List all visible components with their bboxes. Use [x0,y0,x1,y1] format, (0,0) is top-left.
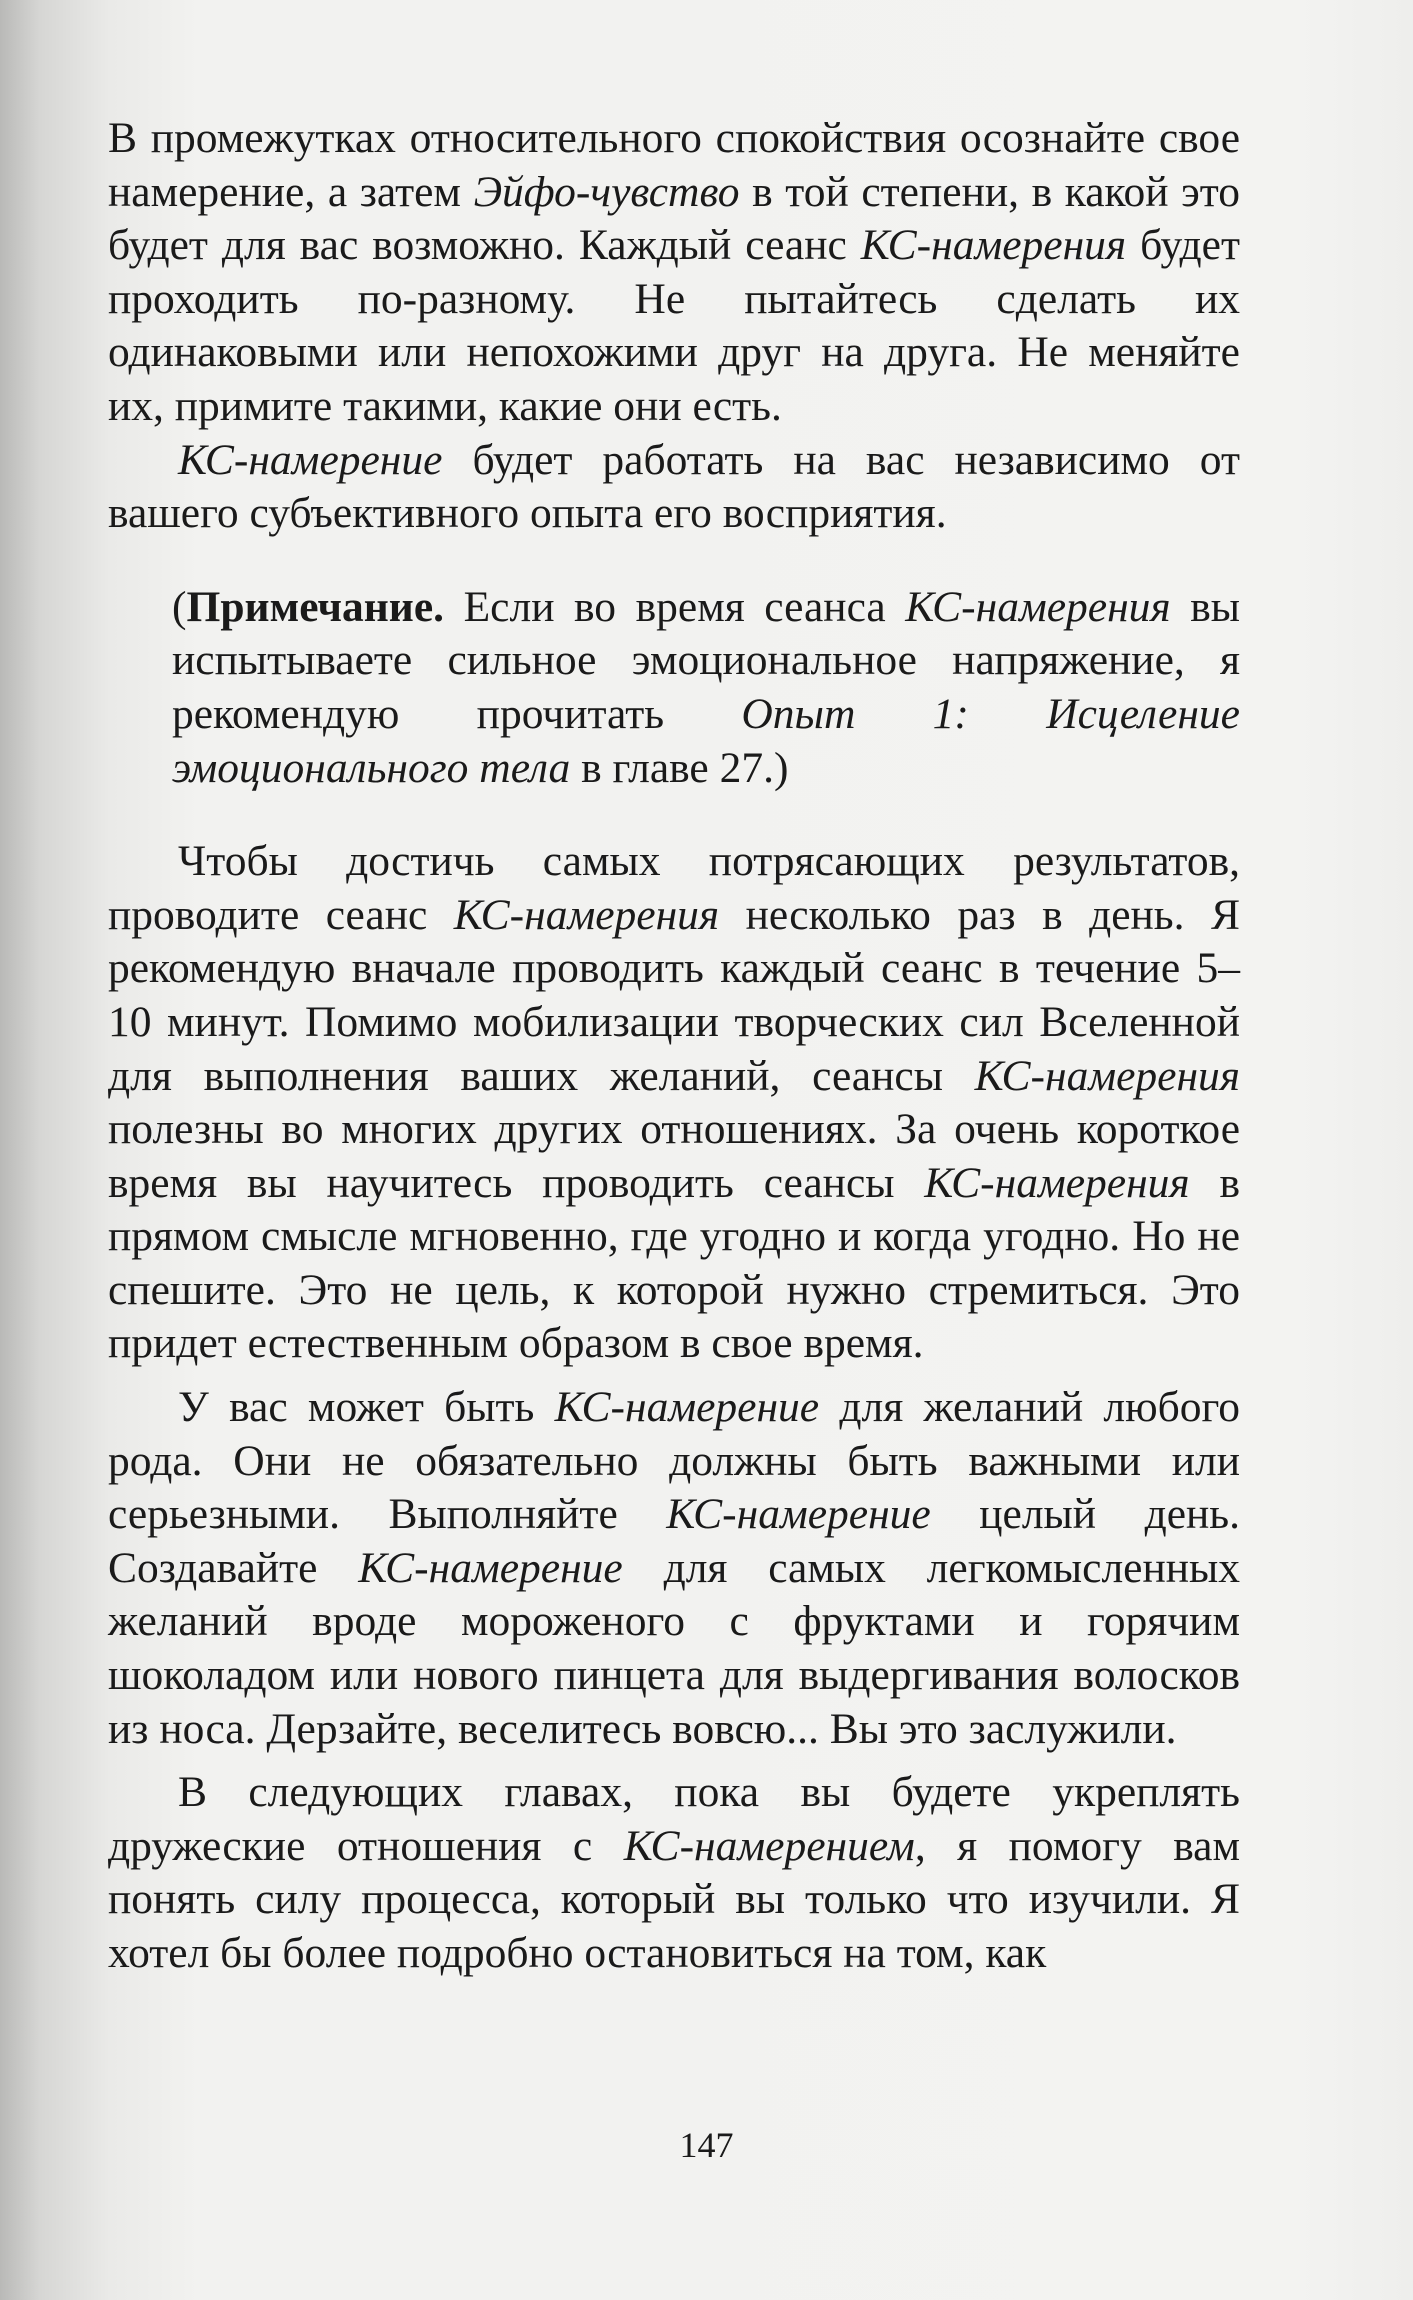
text-run: , я помогу вам понять силу процесса, который вы только что изучили. Я хотел бы более подробно остановиться на том, как [108,1821,1240,1977]
paragraph-2 [108,434,1240,541]
paragraph-5 [108,1766,1240,1980]
italic-term: КС-намерение [554,1383,820,1432]
italic-term: КС-намерение [666,1490,931,1539]
text-run: ( [172,582,187,631]
italic-term: КС-намерения [860,221,1127,270]
italic-term: КС-намерение [178,435,443,484]
text-run: в главе 27.) [570,743,789,792]
text-run: для самых легкомысленных желаний вроде мороженого с фруктами и горячим шоколадом или нового пинцета для выдергивания волосков из носа. Дерзайте, веселитесь вовсю... Вы это заслужили. [108,1543,1240,1753]
italic-term: КС-намерения [453,890,720,939]
paragraph-1 [108,112,1240,434]
paragraph-4 [108,1381,1240,1756]
text-run: будет работать на вас независимо от вашего субъективного опыта его восприятия. [108,435,1240,538]
note-label: Примечание. [186,582,445,631]
text-run: целый день. Создавайте [108,1490,1241,1592]
text-run: вы испытываете сильное эмоциональное напряжение, я рекомендую прочитать [172,582,1240,738]
text-run: полезны во многих других отношениях. За очень короткое время вы научитесь проводить сеансы [108,1105,1240,1207]
paragraph-3 [108,835,1240,1371]
text-run: в прямом смысле мгновенно, где угодно и когда угодно. Но не спешите. Это не цель, к которой нужно стремиться. Это придет естественным образом в свое время. [108,1158,1240,1368]
text-run: В следующих главах, пока вы будете укреплять дружеские отношения с [108,1768,1240,1870]
text-run: в той степени, в какой это будет для вас возможно. Каждый сеанс [108,167,1240,270]
italic-term: КС-намерения [905,582,1171,631]
text-run: Если во время сеанса [444,582,906,631]
text-run: будет проходить по-разному. Не пытайтесь сделать их одинаковыми или непохожими друг на друга. Не меняйте их, примите такими, какие они есть. [108,221,1241,430]
text-run: Чтобы достичь самых потрясающих результатов, проводите сеанс [108,837,1240,939]
italic-reference: Опыт 1: Исцеление эмоционального тела [172,689,1240,792]
page-number: 147 [679,2125,734,2165]
text-run: У вас может быть [178,1383,555,1432]
note-paragraph [172,581,1240,795]
italic-term: КС-намерения [924,1158,1190,1207]
italic-term: КС-намерение [358,1543,623,1592]
italic-term: КС-намерения [974,1051,1240,1100]
text-run: В промежутках относительного спокойствия осознайте свое намерение, а затем [108,114,1240,216]
italic-term: КС-намерением [623,1821,915,1870]
page-body [108,112,1240,1981]
text-run: для желаний любого рода. Они не обязательно должны быть важными или серьезными. Выполняйте [108,1383,1240,1539]
text-run: несколько раз в день. Я рекомендую вначале проводить каждый сеанс в течение 5–10 минут. Помимо мобилизации творческих сил Вселенной для выполнения ваших желаний, сеансы [108,890,1240,1100]
italic-term: Эйфо-чувство [473,167,740,216]
